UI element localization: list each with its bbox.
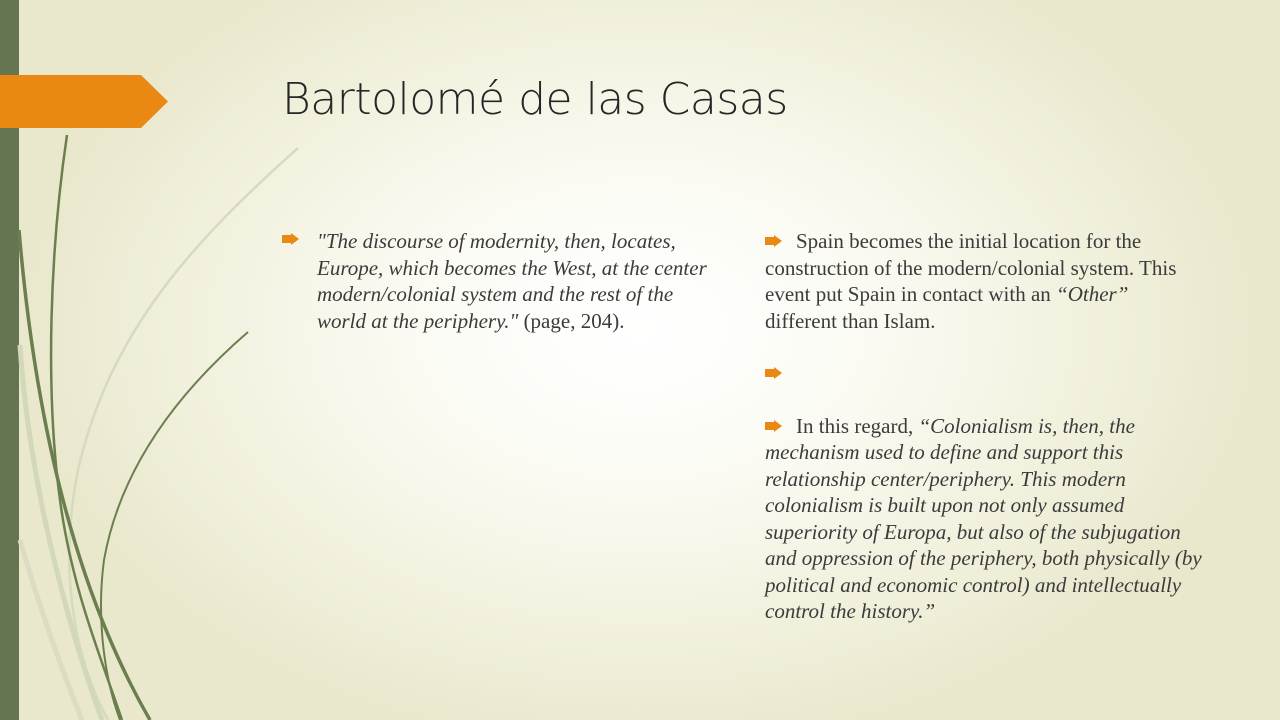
bullet-item xyxy=(765,413,1205,625)
spain-text: Spain becomes the initial location for the construction of the modern/colonial system. This event put Spain in contact with an xyxy=(765,229,1177,306)
citation-text: (page, 204). xyxy=(518,308,625,333)
regard-lead-text: In this regard, xyxy=(796,413,919,438)
arrow-bullet-icon xyxy=(765,420,782,432)
slide-title: Bartolomé de las Casas xyxy=(282,74,788,125)
arrow-bullet-icon xyxy=(765,367,782,379)
light-stem xyxy=(69,148,298,720)
spain-text-end: different than Islam. xyxy=(765,308,936,333)
left-column xyxy=(282,228,722,334)
bullet-item xyxy=(282,228,722,334)
quote-text: "The discourse of modernity, then, locates, Europe, which becomes the West, at the center modern/colonial system and the rest of the world at the periphery." xyxy=(317,229,707,333)
dark-stem xyxy=(101,332,248,720)
colonialism-quote: “Colonialism is, then, the mechanism used to define and support this relationship center/periphery. This modern colonialism is built upon not only assumed superiority of Europa, but also of the subjugation and oppression of the periphery, both physically (by political and economic control) and intellectually control the history.” xyxy=(765,413,1202,623)
bullet-item xyxy=(765,228,1205,334)
right-column xyxy=(765,228,1205,651)
empty-bullet-item xyxy=(765,360,1205,387)
arrow-bullet-icon xyxy=(765,235,782,247)
dark-stem xyxy=(51,135,122,720)
other-italic: “Other” xyxy=(1056,282,1129,306)
arrow-bullet-icon xyxy=(282,233,299,245)
orange-arrow-shape xyxy=(0,75,168,128)
